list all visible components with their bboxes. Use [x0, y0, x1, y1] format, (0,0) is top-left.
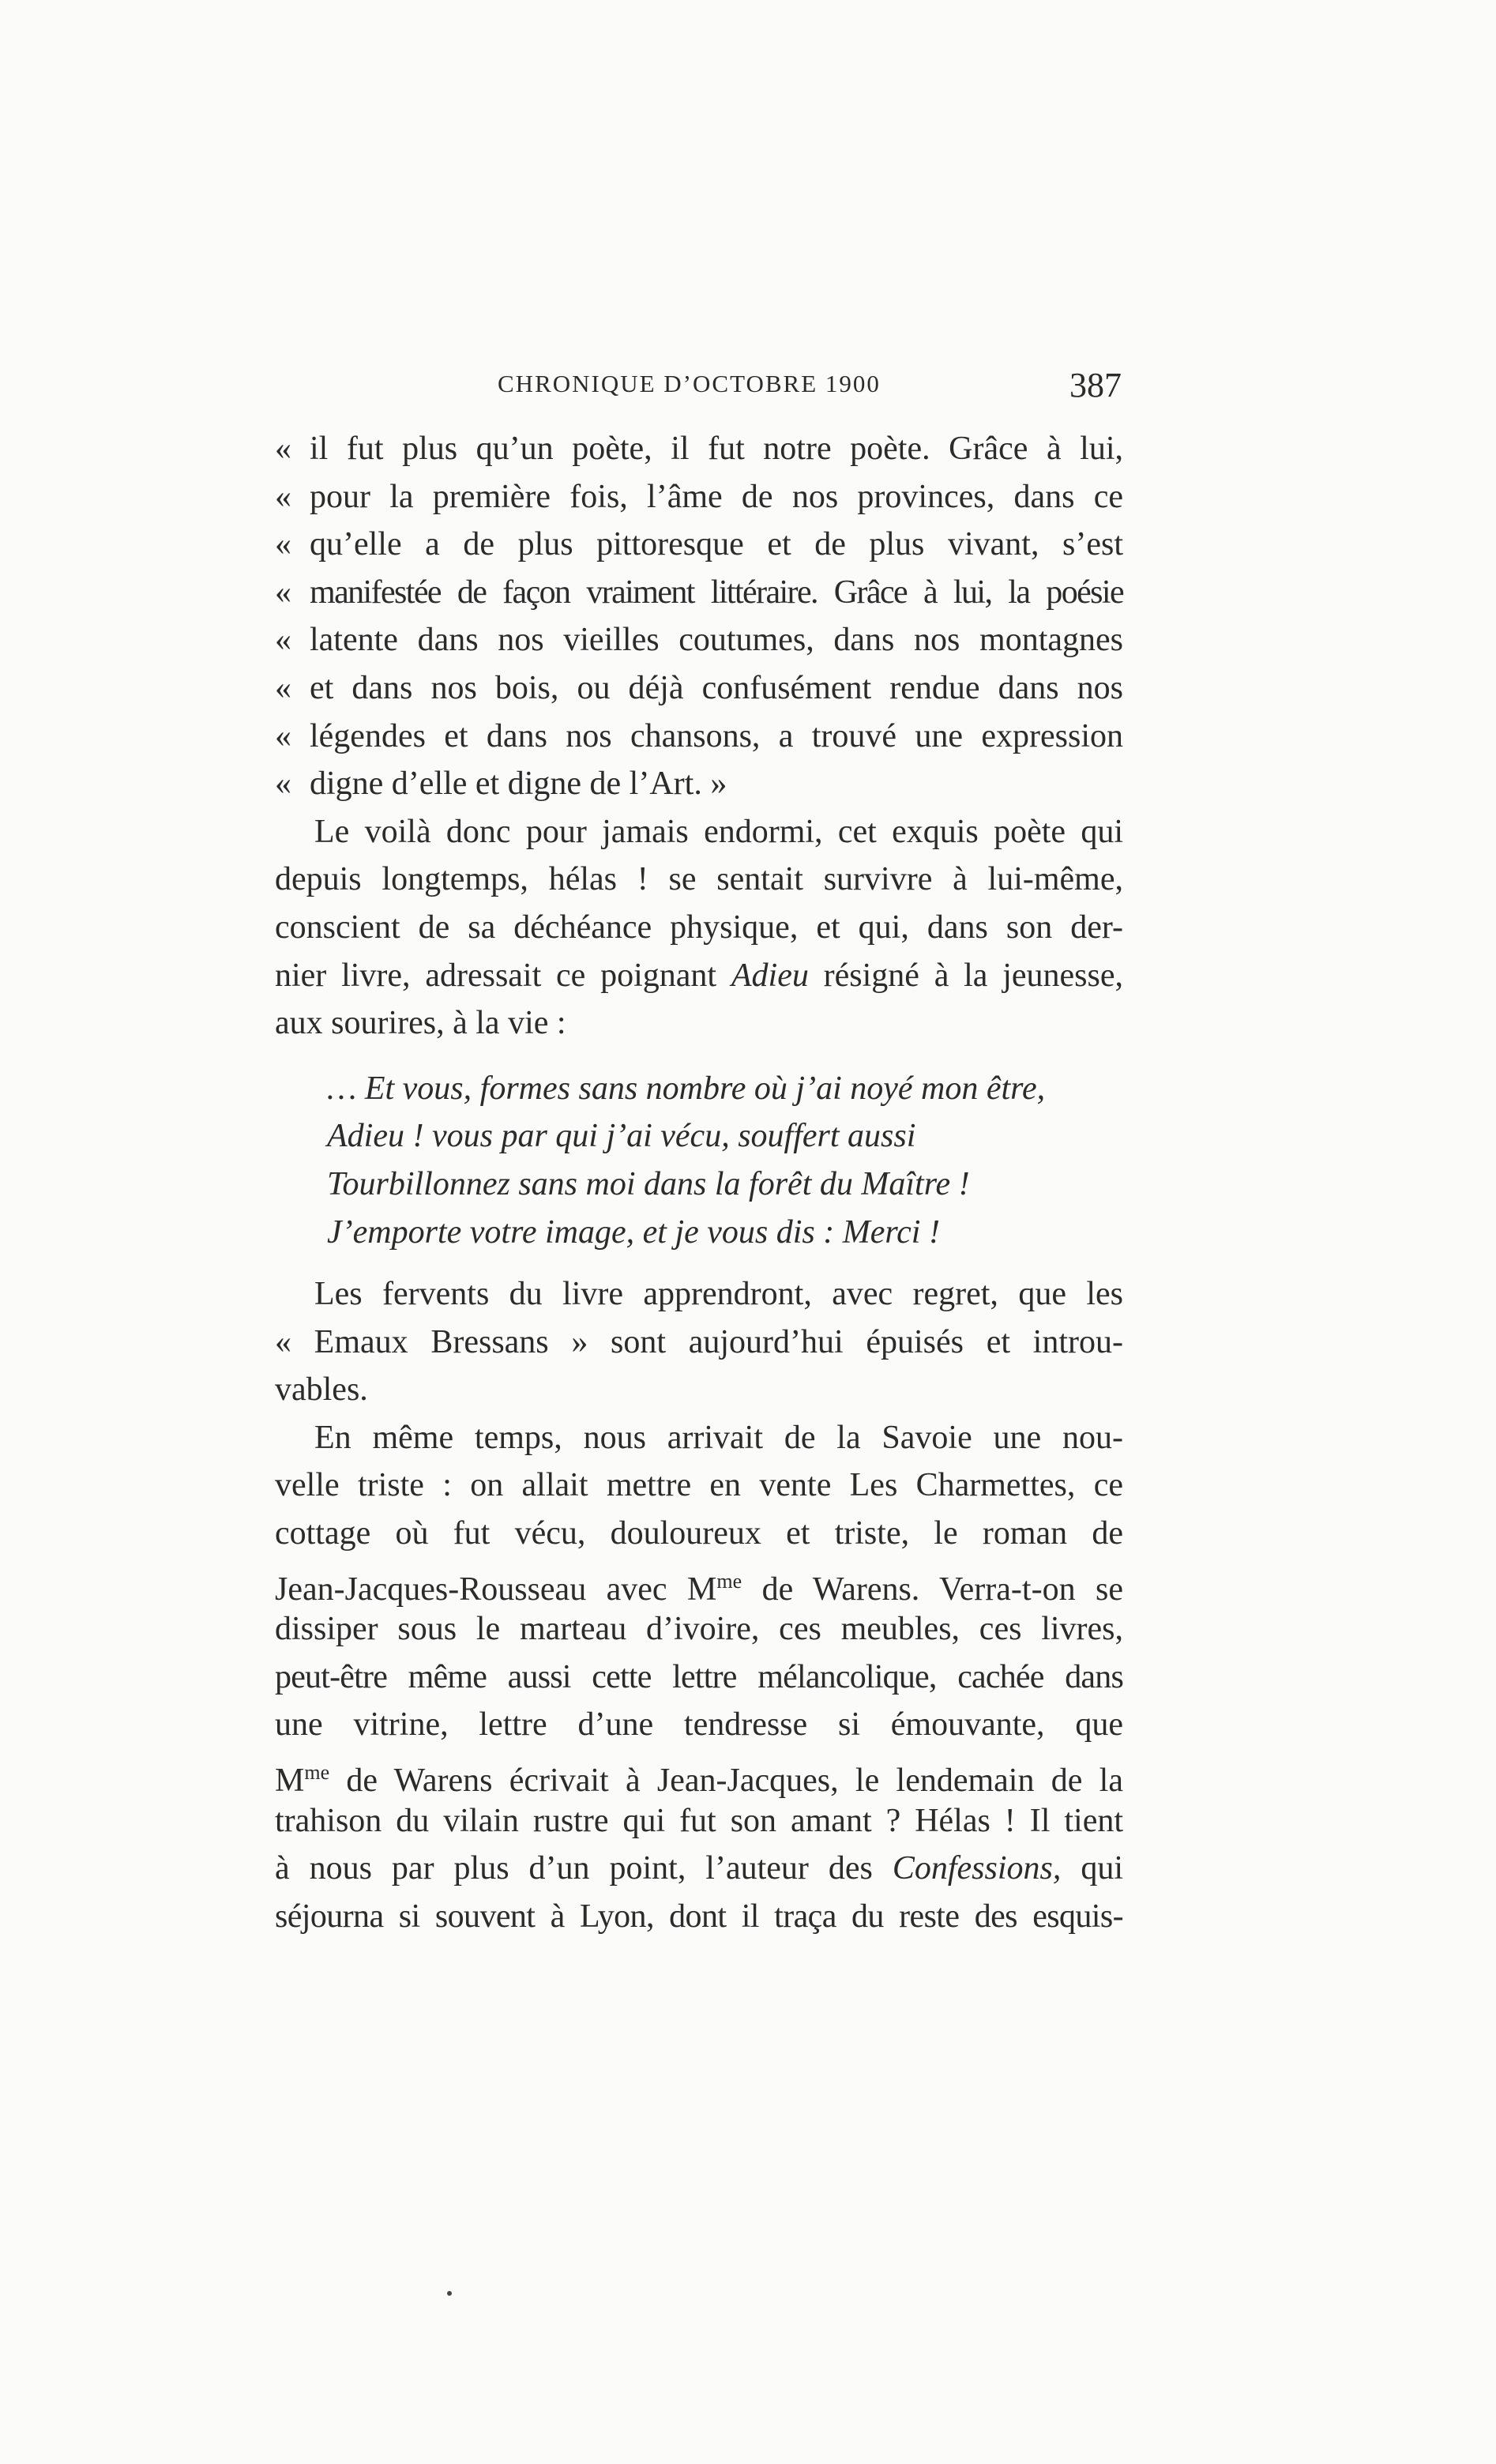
text-line: cottage où fut vécu, douloureux et triste, le roman de [275, 1515, 1123, 1552]
italic-title: Confessions, [892, 1850, 1062, 1887]
quote-line: « il fut plus qu’un poète, il fut notre poète. Grâce à lui, [275, 431, 1123, 467]
text-line: depuis longtemps, hélas ! se sentait survivre à lui-même, [275, 861, 1123, 898]
quote-line: « qu’elle a de plus pittoresque et de plus vivant, s’est [275, 526, 1123, 563]
quote-line: « pour la première fois, l’âme de nos provinces, dans ce [275, 478, 1123, 515]
text-line: Le voilà donc pour jamais endormi, cet exquis poète qui [314, 813, 1123, 850]
page-header [276, 365, 1122, 412]
text-line: $M^{me}$ de Warens écrivait à Jean-Jacques, le lendemain de la [275, 1761, 1123, 1800]
verse-line: … Et vous, formes sans nombre où j’ai noyé mon être, [327, 1070, 1046, 1107]
text-line: peut-être même aussi cette lettre mélancolique, cachée dans [275, 1658, 1123, 1695]
text-line: Les fervents du livre apprendront, avec regret, que les [314, 1276, 1123, 1313]
superscript: me [304, 1761, 330, 1785]
running-title: CHRONIQUE D’OCTOBRE 1900 [498, 370, 881, 397]
superscript: me [716, 1569, 742, 1593]
quotation [275, 425, 1123, 808]
text-line: dissiper sous le marteau d’ivoire, ces meubles, ces livres, [275, 1611, 1123, 1648]
paragraph-1 [275, 808, 1123, 1048]
page-number: 387 [1069, 366, 1122, 404]
quote-line: « légendes et dans nos chansons, a trouvé une expression [275, 717, 1123, 754]
text-line: conscient de sa déchéance physique, et qui, dans son der- [275, 908, 1123, 946]
text-line: nier livre, adressait ce poignant Adieu résigné à la jeunesse, [275, 957, 1123, 994]
ink-speck [447, 2291, 452, 2296]
text-line: une vitrine, lettre d’une tendresse si émouvante, que [275, 1706, 1123, 1744]
text-line: « Emaux Bressans » sont aujourd’hui épuisés et introu- [275, 1323, 1123, 1360]
verse-line: J’emporte votre image, et je vous dis : Merci ! [327, 1213, 940, 1251]
verse-line: Adieu ! vous par qui j’ai vécu, souffert aussi [327, 1118, 916, 1155]
verse-quotation [275, 1065, 1123, 1256]
quote-line: « latente dans nos vieilles coutumes, dans nos montagnes [275, 622, 1123, 659]
text-line: trahison du vilain rustre qui fut son amant ? Hélas ! Il tient [275, 1802, 1123, 1839]
text-line: Jean-Jacques-Rousseau avec $M^{me}$ de Warens. Verra-t-on se [275, 1569, 1123, 1608]
body-text [275, 425, 1123, 1940]
verse-line: Tourbillonnez sans moi dans la forêt du Maître ! [327, 1165, 970, 1202]
italic-title: Adieu [731, 957, 809, 994]
text-line: aux sourires, à la vie : [275, 1005, 566, 1042]
text-line: velle triste : on allait mettre en vente Les Charmettes, ce [275, 1467, 1123, 1504]
quote-line: « manifestée de façon vraiment littéraire. Grâce à lui, la poésie [275, 574, 1123, 611]
text-line: séjourna si souvent à Lyon, dont il traça du reste des esquis- [275, 1898, 1123, 1935]
paragraph-2 [275, 1270, 1123, 1414]
text-line: En même temps, nous arrivait de la Savoie une nou- [314, 1419, 1123, 1456]
quote-line: « et dans nos bois, ou déjà confusément rendue dans nos [275, 669, 1123, 706]
text-line: à nous par plus d’un point, l’auteur des Confessions, qui [275, 1850, 1123, 1887]
quote-line: « digne d’elle et digne de l’Art. » [275, 766, 727, 803]
text-line: vables. [275, 1371, 368, 1409]
paragraph-3 [275, 1414, 1123, 1941]
